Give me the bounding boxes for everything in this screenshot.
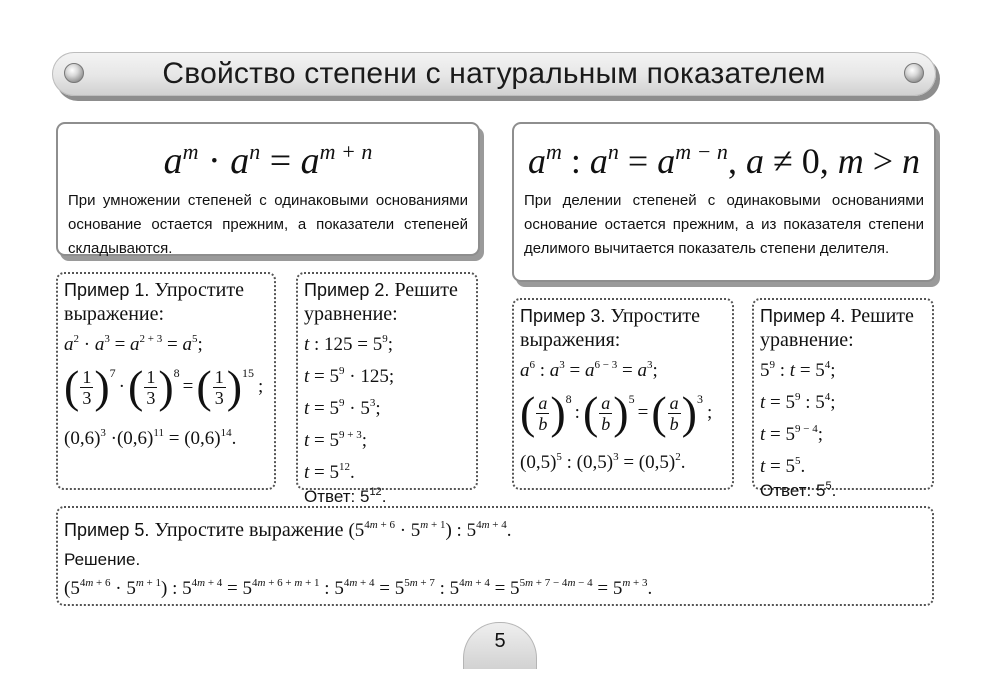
example-1-line-1: $a^2 \cdot a^3 = a^{2 + 3} = a^5$; <box>64 333 203 355</box>
example-4-answer-label: Ответ: <box>760 481 812 500</box>
example-4-line-4: $t = 5^5$. <box>760 455 806 477</box>
example-3-line-3: $(0,5)^5$ : $(0,5)^3 = (0,5)^2$. <box>520 451 686 473</box>
example-3-line-2: ( $\frac{a}{b}$ ) 8 : ( $\frac{a}{b}$ ) 5 = ( $\frac{a}{b}$ ) 3 ; <box>520 387 713 438</box>
multiply-rule-box <box>56 122 480 256</box>
divide-rule-box <box>512 122 936 282</box>
example-5-task: Упростите выражение <box>154 519 344 541</box>
example-2-box <box>296 272 478 506</box>
example-5-solution-label: Решение. <box>64 550 141 569</box>
example-5-heading <box>64 512 926 544</box>
example-3-heading <box>520 304 726 352</box>
title-banner <box>52 52 936 96</box>
example-2-answer-label: Ответ: <box>304 487 356 506</box>
example-4-answer: Ответ: $5^5$. <box>760 480 837 500</box>
divide-rule-text: При делении степеней с одинаковыми основаниями основание остается прежним, а из показателя степени делимого вычитается показатель степени делителя. <box>524 192 924 257</box>
example-2-line-2: $t = 5^9 \cdot 125$; <box>304 365 395 387</box>
example-1-line-2: ( $\frac{1}{3}$ ) 7 · ( $\frac{1}{3}$ ) 8 = ( $\frac{1}{3}$ ) 15 ; <box>64 361 264 412</box>
page-title: Свойство степени с натуральным показателем <box>162 57 826 90</box>
example-1-line-3: $(0,6)^3 \cdot(0,6)^{11} = (0,6)^{14}$. <box>64 427 237 449</box>
example-4-line-2: $t = 5^9$ : $5^4$; <box>760 391 836 413</box>
example-2-heading <box>304 278 470 326</box>
example-5-expression: $(5^{4m + 6} \cdot 5^{m + 1})$ : $5^{4m + 4}$. <box>348 519 512 541</box>
example-4-heading <box>760 304 926 352</box>
example-3-task: Упростите выражения: <box>520 305 700 351</box>
example-2-answer: Ответ: $5^{12}$. <box>304 486 387 506</box>
example-2-line-1: t : $125 = 5^9$; <box>304 333 394 355</box>
example-4-line-1: $5^9$ : $t = 5^4$; <box>760 359 836 381</box>
example-4-box <box>752 298 934 500</box>
example-2-line-5: $t = 5^{12}$. <box>304 461 355 483</box>
example-1-label: Пример 1. <box>64 280 150 300</box>
multiply-formula: $a^m \cdot a^n = a^{m + n}$ <box>163 139 373 182</box>
example-5-label: Пример 5. <box>64 520 150 540</box>
example-4-task: Решите уравнение: <box>760 305 914 351</box>
divide-formula: $a^m$ : $a^n = a^{m - n}$, a ≠ 0, m > n <box>527 139 921 181</box>
example-4-line-3: $t = 5^{9 - 4}$; <box>760 423 823 445</box>
example-3-label: Пример 3. <box>520 306 606 326</box>
example-2-line-4: $t = 5^{9 + 3}$; <box>304 429 367 451</box>
example-2-label: Пример 2. <box>304 280 390 300</box>
example-5-solution: $(5^{4m + 6} \cdot 5^{m + 1})$ : $5^{4m + 4} = 5^{4m + 6 + m + 1}$ : $5^{4m + 4} = 5^{5m + 7}$ : $5^{4m + 4} = 5^{5m + 7 - 4m - 4} = 5^{m + 3}$. <box>64 577 653 599</box>
example-3-line-1: $a^6$ : $a^3 = a^{6 - 3} = a^3$; <box>520 359 658 381</box>
example-2-task: Решите уравнение: <box>304 279 458 325</box>
example-1-heading <box>64 278 268 326</box>
example-2-line-3: $t = 5^9 \cdot 5^3$; <box>304 397 381 419</box>
multiply-rule-text: При умножении степеней с одинаковыми основаниями основание остается прежним, а показатели степеней складываются. <box>68 192 468 257</box>
example-1-box <box>56 272 276 490</box>
example-4-label: Пример 4. <box>760 306 846 326</box>
example-1-task: Упростите выражение: <box>64 279 244 325</box>
example-3-box <box>512 298 734 490</box>
example-5-box <box>56 506 934 606</box>
page-number: 5 <box>463 622 537 669</box>
